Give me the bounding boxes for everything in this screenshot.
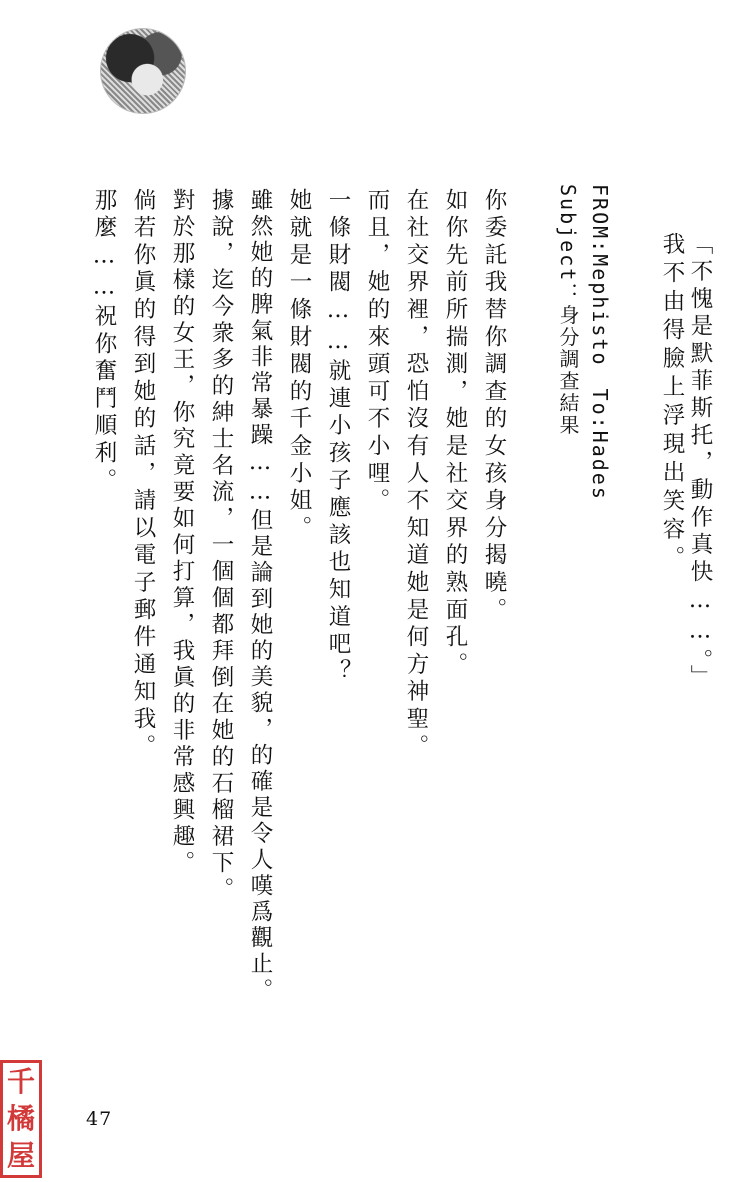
seal-char: 橘 <box>6 1101 35 1135</box>
seal-char: 千 <box>6 1064 35 1098</box>
text-line-2: 我不由得臉上浮現出笑容。 <box>659 232 685 574</box>
text-line-9: 一條財閥……就連小孩子應該也知道吧？ <box>325 188 351 687</box>
seal-stamp <box>0 1060 42 1178</box>
text-line-10: 她就是一條財閥的千金小姐。 <box>286 188 312 543</box>
page-number: 47 <box>86 1108 113 1130</box>
email-from-to: FROM:Mephisto To:Hades <box>588 184 612 501</box>
text-line-6: 如你先前所揣測，她是社交界的熟面孔。 <box>442 188 468 680</box>
text-line-5: 你委託我替你調查的女孩身分揭曉。 <box>481 188 507 625</box>
seal-char: 屋 <box>6 1139 35 1173</box>
text-line-13: 對於那樣的女王，你究竟要如何打算，我眞的非常感興趣。 <box>169 188 195 877</box>
text-line-15: 那麼……祝你奮鬥順利。 <box>91 188 117 496</box>
portrait-vignette-image <box>100 28 186 114</box>
text-line-7: 在社交界裡，恐怕沒有人不知道她是何方神聖。 <box>403 188 429 762</box>
text-line-14: 倘若你眞的得到她的話，請以電子郵件通知我。 <box>130 188 156 762</box>
text-line-11: 雖然她的脾氣非常暴躁……但是論到她的美貌，的確是令人嘆爲觀止。 <box>247 188 273 1005</box>
email-subject: Subject：身分調查結果 <box>556 184 580 437</box>
text-line-8: 而且，她的來頭可不小哩。 <box>364 188 390 516</box>
text-line-12: 據說，迄今衆多的紳士名流，一個個都拜倒在她的石榴裙下。 <box>208 188 234 904</box>
text-line-1: 「不愧是默菲斯托，動作真快……。」 <box>687 232 713 692</box>
